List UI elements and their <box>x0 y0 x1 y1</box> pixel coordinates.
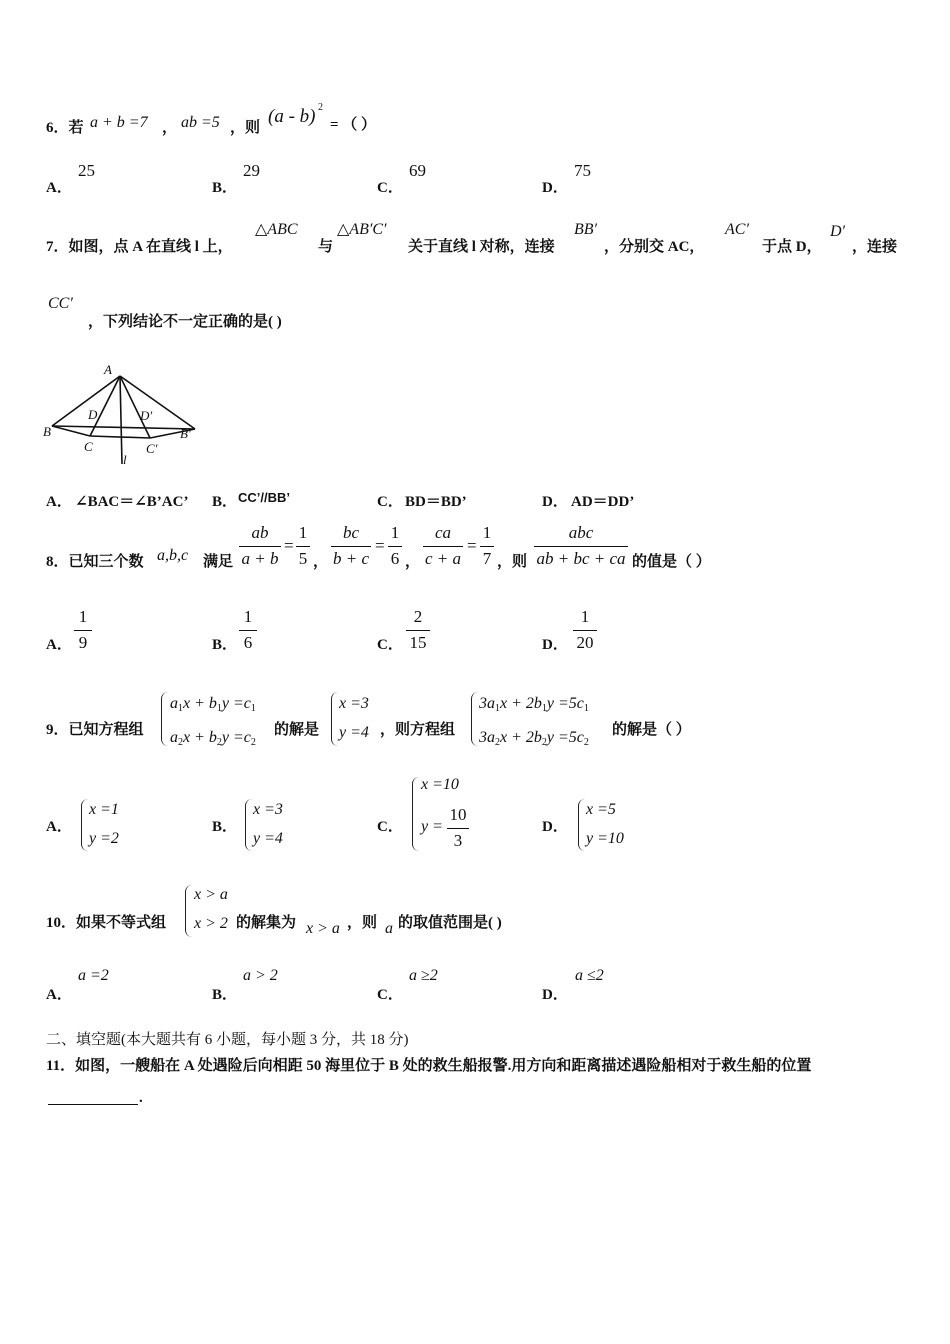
q7-option-d-letter: D． <box>542 494 568 510</box>
q8-option-b-letter: B． <box>212 637 238 653</box>
q9-system-2: $3a_1x + 2b_1y =5c_1$ $3a_2x + 2b_2y =5c_2$ <box>479 695 589 748</box>
q6-tail: = （ ） <box>330 117 377 133</box>
q10-option-b-value: a > 2 <box>243 967 278 984</box>
q8-text-2: 满足 <box>203 554 234 570</box>
q6-sep2: ，则 <box>230 120 261 136</box>
q8-result-2: 1 6 <box>388 522 402 570</box>
q8-fraction-2: bc b + c <box>332 523 370 568</box>
q8-fraction-target: abc ab + bc + ca <box>534 522 628 570</box>
label-d: D <box>88 407 98 422</box>
q7-option-b-letter: B． <box>212 494 238 510</box>
q7-option-c-text: BD＝BD’ <box>405 494 467 510</box>
q7-text-2: 与 <box>318 239 334 255</box>
q9-text-1: 9．已知方程组 <box>46 722 144 738</box>
q10-option-c-letter: C． <box>377 987 403 1003</box>
q8-vars: a,b,c <box>157 547 189 564</box>
q6-option-b-letter: B． <box>212 180 238 196</box>
q6-option-c-value: 69 <box>409 161 426 180</box>
q7-option-b-text: CC’//BB’ <box>238 490 290 505</box>
q6-power: 2 <box>318 102 323 113</box>
q6-cond2: ab =5 <box>181 114 220 131</box>
q10-var: a <box>385 920 393 937</box>
q10-option-a-letter: A． <box>46 987 72 1003</box>
segment-bb-prime <box>52 426 195 429</box>
label-b: B <box>43 424 51 439</box>
q9-option-b-brace <box>245 799 252 851</box>
q6-stem: 6．若 <box>46 120 84 136</box>
q11-answer-blank[interactable] <box>48 1090 138 1105</box>
q7-text-1: 7．如图，点 A 在直线 l 上， <box>46 239 233 255</box>
q7-option-a-letter: A． <box>46 494 72 510</box>
q7-text-4: ，分别交 AC， <box>604 239 705 255</box>
q7-option-c-letter: C． <box>377 494 403 510</box>
q10-brace <box>185 885 192 937</box>
q9-option-d-value: x =5 y =10 <box>586 801 624 847</box>
section-title: 二、填空题(本大题共有 6 小题，每小题 3 分，共 18 分) <box>46 1032 409 1048</box>
segment-cc-prime <box>90 436 150 438</box>
q11-period: . <box>139 1090 143 1106</box>
q8-option-c-letter: C． <box>377 637 403 653</box>
q8-equals-1: = <box>284 536 294 555</box>
q9-option-c-fraction: 10 3 <box>447 804 469 852</box>
q8-equals-2: = <box>375 536 385 555</box>
q10-option-c-value: a ≥2 <box>409 967 438 984</box>
q8-option-a-value: 1 9 <box>74 606 92 654</box>
q8-comma-2: ， <box>405 554 421 570</box>
q9-text-4: 的解是（ ） <box>612 722 691 738</box>
q10-option-d-letter: D． <box>542 987 568 1003</box>
label-b-prime: B′ <box>180 426 191 441</box>
segment-ab <box>52 376 120 426</box>
q9-option-c-y: y = <box>421 818 443 835</box>
q8-equals-3: = <box>467 536 477 555</box>
q11-text: 11．如图，一艘船在 A 处遇险后向相距 50 海里位于 B 处的救生船报警.用方向和距离描述遇险船相对于救生船的位置 <box>46 1058 812 1074</box>
q9-brace-1 <box>161 692 168 746</box>
q9-option-c-letter: C． <box>377 819 403 835</box>
q8-fraction-3: ca c + a <box>424 523 462 568</box>
q7-text-5: 于点 D， <box>762 239 822 255</box>
q9-option-a-letter: A． <box>46 819 72 835</box>
q7-triangle-1: △ABC <box>255 221 298 238</box>
q10-text-2: 的解集为 <box>236 915 297 931</box>
q9-option-d-brace <box>578 799 585 851</box>
q10-solution: x > a <box>306 920 340 937</box>
q8-text-3: ，则 <box>497 554 528 570</box>
segment-bc <box>52 426 90 436</box>
q6-cond1: a + b =7 <box>90 114 148 131</box>
q6-option-a-letter: A． <box>46 180 72 196</box>
q7-segment-ac: AC′ <box>725 221 749 238</box>
line-l <box>120 376 122 464</box>
segment-ab-prime <box>120 376 195 429</box>
q8-option-b-value: 1 6 <box>239 606 257 654</box>
label-d-prime: D′ <box>140 408 153 423</box>
q9-brace-3 <box>471 692 478 746</box>
q9-option-b-letter: B． <box>212 819 238 835</box>
q8-option-c-value: 2 15 <box>406 606 430 654</box>
q9-brace-2 <box>331 692 338 746</box>
q9-option-d-letter: D． <box>542 819 568 835</box>
q7-option-d-text: AD＝DD’ <box>571 494 635 510</box>
q8-text-1: 8．已知三个数 <box>46 554 144 570</box>
q10-text-4: 的取值范围是( ) <box>398 915 502 931</box>
q10-text-1: 10．如果不等式组 <box>46 915 167 931</box>
label-l: l <box>123 452 127 467</box>
q9-option-c-brace <box>412 777 419 851</box>
q7-text-3: 关于直线 l 对称，连接 <box>408 239 555 255</box>
q10-option-d-value: a ≤2 <box>575 967 604 984</box>
label-c-prime: C′ <box>146 441 158 456</box>
q10-text-3: ，则 <box>347 915 378 931</box>
label-c: C <box>84 439 93 454</box>
q7-text-6: ，连接 <box>852 239 898 255</box>
q7-segment-bb: BB′ <box>574 221 598 238</box>
q6-sep: ， <box>162 120 178 136</box>
q8-option-d-value: 1 20 <box>573 606 597 654</box>
q9-text-2: 的解是 <box>274 722 320 738</box>
q9-option-c-x: x =10 <box>421 776 459 793</box>
q8-option-d-letter: D． <box>542 637 568 653</box>
q9-text-3: ，则方程组 <box>380 722 456 738</box>
q10-option-b-letter: B． <box>212 987 238 1003</box>
q7-figure <box>40 356 210 468</box>
q8-result-1: 1 5 <box>296 522 310 570</box>
q7-triangle-2: △AB′C′ <box>337 221 387 238</box>
q8-comma-1: ， <box>313 554 329 570</box>
q7-text-7: ，下列结论不一定正确的是( ) <box>88 314 282 330</box>
q9-system-1: $a_1x + b_1y =c_1$ $a_2x + b_2y =c_2$ <box>170 695 256 748</box>
q8-text-4: 的值是（ ） <box>632 554 711 570</box>
label-a: A <box>104 362 112 377</box>
q9-option-a-value: x =1 y =2 <box>89 801 119 847</box>
q8-fraction-1: ab a + b <box>239 522 281 570</box>
q7-option-a-text: ∠BAC＝∠B’AC’ <box>75 494 189 510</box>
q6-expr: (a - b) <box>268 106 316 127</box>
q6-option-a-value: 25 <box>78 161 95 180</box>
q10-option-a-value: a =2 <box>78 967 109 984</box>
q6-option-b-value: 29 <box>243 161 260 180</box>
q10-system: x > a x > 2 <box>194 886 228 932</box>
q9-option-b-value: x =3 y =4 <box>253 801 283 847</box>
q8-option-a-letter: A． <box>46 637 72 653</box>
q6-option-d-value: 75 <box>574 161 591 180</box>
q6-option-d-letter: D． <box>542 180 568 196</box>
q8-result-3: 1 7 <box>480 522 494 570</box>
q7-point-d: D′ <box>830 223 846 240</box>
q6-option-c-letter: C． <box>377 180 403 196</box>
q9-option-a-brace <box>81 799 88 851</box>
q9-solution-1: x =3 y =4 <box>339 695 369 741</box>
q7-segment-cc: CC′ <box>48 295 73 312</box>
